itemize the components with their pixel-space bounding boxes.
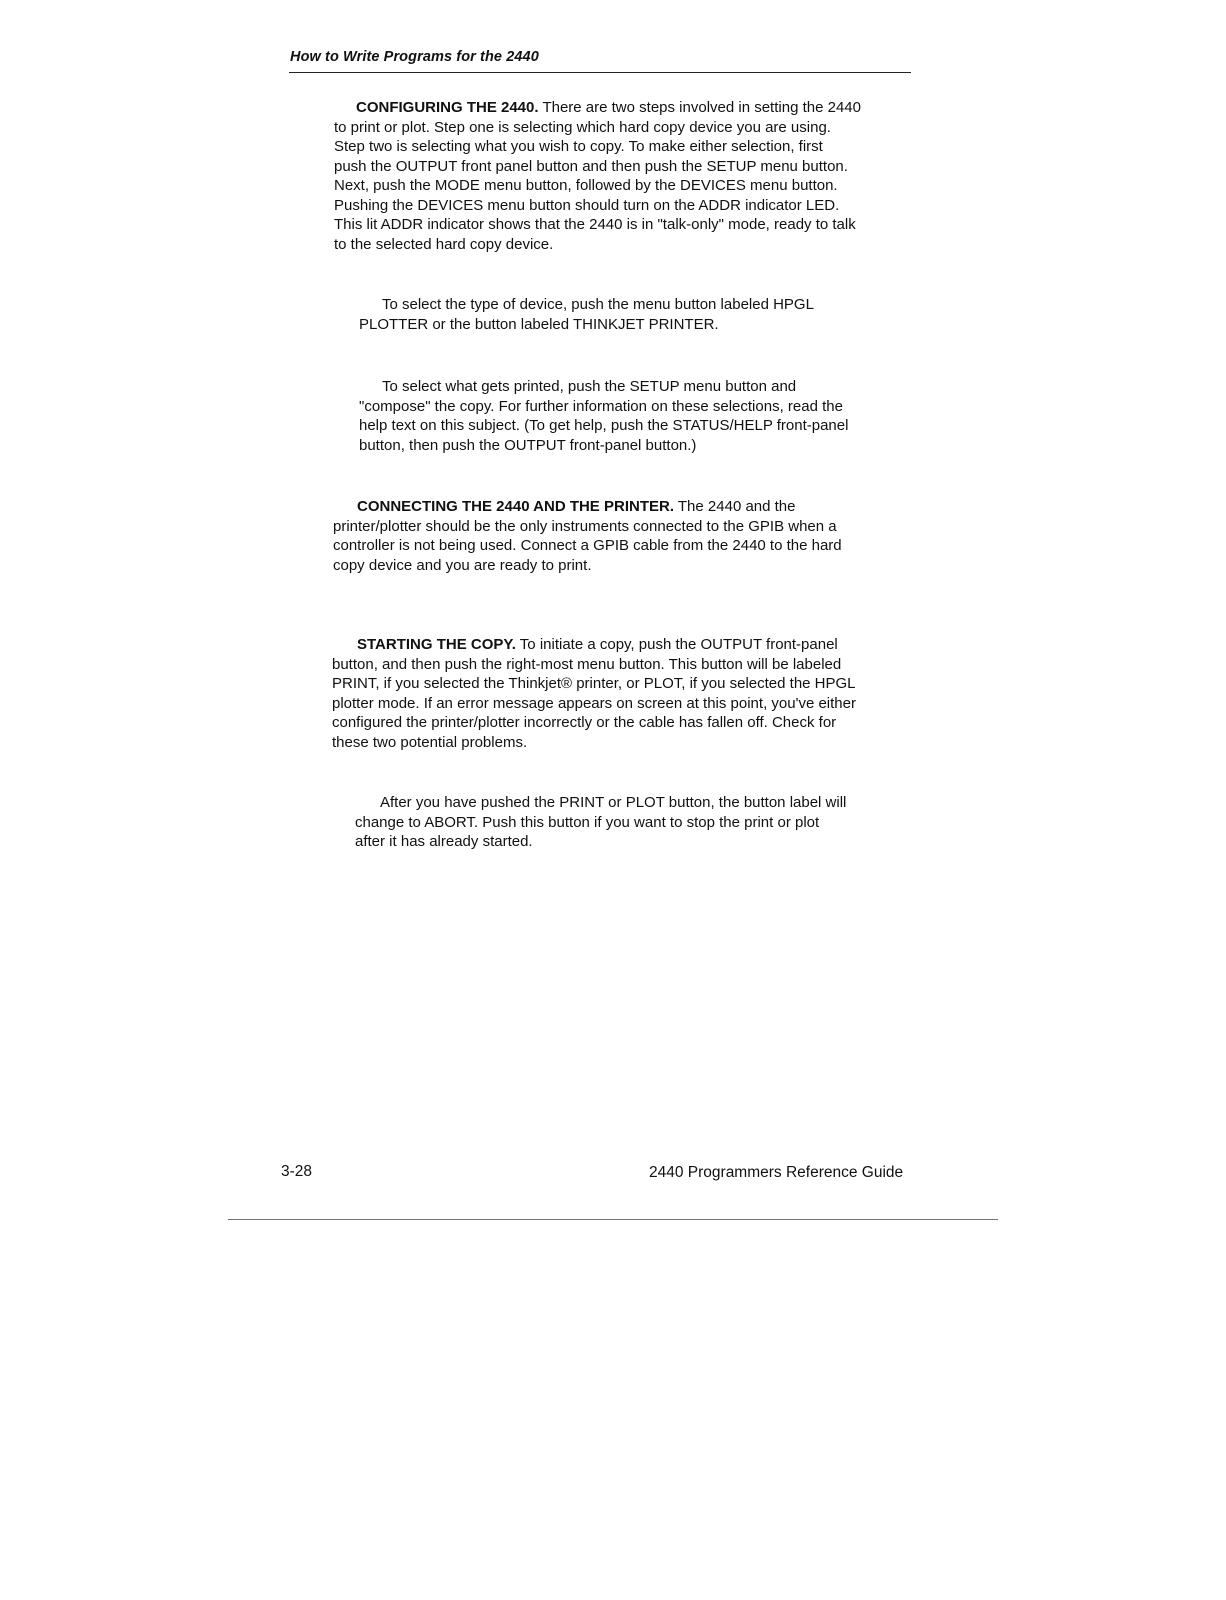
paragraph-line: help text on this subject. (To get help, push the STATUS/HELP front-panel — [359, 417, 849, 434]
paragraph-select-device — [359, 295, 814, 334]
paragraph-line: push the OUTPUT front panel button and then push the SETUP menu button. — [334, 157, 848, 175]
paragraph-line: these two potential problems. — [332, 733, 528, 751]
paragraph-line: printer/plotter should be the only instruments connected to the GPIB when a — [333, 517, 837, 535]
paragraph-line — [332, 635, 856, 655]
paragraph-line: copy device and you are ready to print. — [333, 556, 592, 574]
paragraph-line: change to ABORT. Push this button if you want to stop the print or plot — [355, 813, 820, 831]
section-lead: STARTING THE COPY. — [357, 636, 516, 653]
paragraph-line: Pushing the DEVICES menu button should turn on the ADDR indicator LED. — [334, 196, 840, 214]
paragraph-line — [333, 497, 842, 517]
paragraph-configuring — [334, 98, 861, 254]
paragraph-line: configured the printer/plotter incorrectly or the cable has fallen off. Check for — [332, 714, 837, 731]
guide-title: 2440 Programmers Reference Guide — [649, 1164, 904, 1181]
page-number: 3-28 — [281, 1163, 313, 1180]
line-text: The 2440 and the — [674, 498, 796, 515]
paragraph-line: This lit ADDR indicator shows that the 2440 is in "talk-only" mode, ready to talk — [334, 216, 856, 233]
paragraph-starting — [332, 635, 856, 752]
paragraph-line: Next, push the MODE menu button, followed by the DEVICES menu button. — [334, 177, 838, 194]
paragraph-line: button, and then push the right-most menu button. This button will be labeled — [332, 655, 842, 673]
line-text: To initiate a copy, push the OUTPUT front-panel — [515, 636, 838, 653]
paragraph-select-print — [359, 377, 848, 455]
bottom-rule — [228, 1219, 998, 1220]
section-lead: CONFIGURING THE 2440. — [356, 99, 539, 116]
paragraph-line: after it has already started. — [355, 833, 533, 850]
paragraph-line: to the selected hard copy device. — [334, 235, 554, 253]
line-text: There are two steps involved in setting the 2440 — [538, 99, 861, 116]
paragraph-line: To select what gets printed, push the SETUP menu button and — [382, 378, 797, 395]
section-lead: CONNECTING THE 2440 AND THE PRINTER. — [357, 498, 674, 515]
header-rule — [289, 72, 911, 73]
paragraph-connecting — [333, 497, 842, 575]
paragraph-line: To select the type of device, push the menu button labeled HPGL — [382, 296, 814, 313]
paragraph-line — [334, 98, 861, 118]
paragraph-line: PRINT, if you selected the Thinkjet® printer, or PLOT, if you selected the HPGL — [332, 675, 856, 692]
paragraph-line: controller is not being used. Connect a GPIB cable from the 2440 to the hard — [333, 537, 842, 554]
paragraph-line: PLOTTER or the button labeled THINKJET PRINTER. — [359, 315, 719, 333]
paragraph-line: After you have pushed the PRINT or PLOT button, the button label will — [380, 794, 847, 811]
paragraph-line: "compose" the copy. For further information on these selections, read the — [359, 397, 843, 415]
paragraph-abort — [355, 793, 846, 852]
paragraph-line: button, then push the OUTPUT front-panel button.) — [359, 436, 697, 454]
running-head: How to Write Programs for the 2440 — [290, 49, 539, 65]
paragraph-line: Step two is selecting what you wish to copy. To make either selection, first — [334, 138, 823, 155]
paragraph-line: to print or plot. Step one is selecting which hard copy device you are using. — [334, 118, 831, 136]
paragraph-line: plotter mode. If an error message appears on screen at this point, you've either — [332, 694, 856, 712]
